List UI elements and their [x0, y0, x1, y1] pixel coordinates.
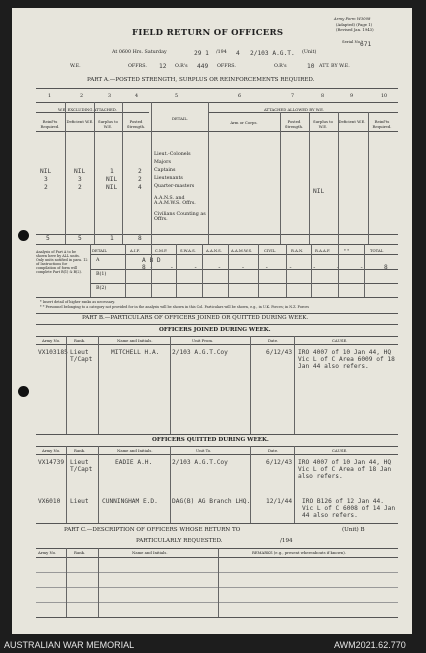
joined-title: OFFICERS JOINED DURING WEEK. — [159, 327, 271, 333]
binder-hole-top — [18, 230, 29, 241]
part-c-head-army-no: Army No. — [38, 550, 57, 555]
analysis-dashes: --------- — [170, 264, 384, 271]
total-surplus: 1 — [110, 235, 114, 242]
head-posted-strength: Posted Strength. — [126, 119, 146, 129]
year-prefix: /194 — [216, 50, 227, 55]
analysis-head-swas: S.W.A.S. — [180, 248, 196, 253]
form-reference: Army Form W3008 — [334, 16, 371, 21]
part-c-title: PART C.—DESCRIPTION OF OFFICERS WHOSE RETURN TO — [64, 527, 241, 533]
col-number-5: 5 — [175, 94, 179, 99]
col-number-1: 1 — [48, 94, 52, 99]
att-surplus-typed: NIL — [313, 188, 325, 195]
quitted-head-rank: Rank. — [74, 448, 86, 453]
analysis-head-total: TOTAL — [370, 248, 384, 253]
joined-head-date: Date. — [268, 338, 279, 343]
year-typed: 4 — [236, 50, 240, 57]
head-att-reinf: Reinf'ts Required. — [372, 119, 392, 129]
col-number-9: 9 — [350, 94, 354, 99]
row-lieuts-surplus: NIL — [106, 176, 118, 183]
joined-unit: 2/103 A.G.T.Coy — [172, 349, 228, 356]
quitted-head-date: Date. — [268, 448, 279, 453]
col-number-4: 4 — [135, 94, 139, 99]
row-captains-posted: 2 — [138, 168, 142, 175]
group-attached: ATTACHED ALLOWED BY W.E. — [264, 107, 325, 112]
joined-head-army-no: Army No. — [42, 338, 61, 343]
footnote-2: * * Personnel belonging to a category not provided for in the analysis will be shown in this Col. Particulars will be shown, e.g., in U.K. Forces; in N.Z. Forces — [40, 305, 310, 309]
row-captains-surplus: 1 — [110, 168, 114, 175]
analysis-head-ran: R.A.N. — [291, 248, 304, 253]
ors-typed: 449 — [197, 63, 209, 70]
part-c-head-remarks: REMARKS (e.g., present whereabouts if known). — [252, 550, 346, 555]
offrs-label: OFFRS. — [128, 64, 147, 69]
group-we-excluding: W.E. EXCLUDING ATTACHED. — [58, 107, 117, 112]
analysis-head-raaf: R.A.A.F. — [315, 248, 331, 253]
detail-lt-colonels: Lieut.-Colonels — [154, 152, 191, 157]
row-qm-posted: 4 — [138, 184, 142, 191]
row-captains-reinf: NIL — [40, 168, 52, 175]
col-number-10: 10 — [381, 94, 388, 99]
col-number-3: 3 — [108, 94, 112, 99]
row-qm-surplus: NIL — [106, 184, 118, 191]
footer-institution: AUSTRALIAN WAR MEMORIAL — [4, 640, 135, 650]
we-label: W.E. — [70, 64, 81, 69]
quitted-1-army-no: VX14739 — [38, 459, 65, 466]
joined-rank: Lieut T/Capt — [70, 349, 93, 363]
col-number-8: 8 — [321, 94, 325, 99]
detail-captains: Captains — [154, 168, 176, 173]
head-att-posted: Posted Strength. — [284, 119, 304, 129]
row-lieuts-posted: 2 — [138, 176, 142, 183]
quitted-head-unit: Unit To. — [196, 448, 212, 453]
quitted-1-unit: 2/103 A.G.T.Coy — [172, 459, 228, 466]
analysis-note: Analysis of Part A to be shown here by ALL units. Only units notified in para. 12 of Instructions for compilation of form will complete Part B(1) & B(2). — [36, 250, 88, 274]
quitted-2-army-no: VX6010 — [38, 498, 61, 505]
head-detail: DETAIL. — [171, 116, 189, 121]
part-c-particulars: PARTICULARLY REQUESTED. — [136, 538, 223, 544]
footer-accession: AWM2021.62.770 — [334, 640, 406, 650]
total-reinf: 5 — [46, 235, 50, 242]
analysis-head-aif: A.I.F. — [130, 248, 140, 253]
ors-label-2: O.R's — [274, 64, 287, 69]
quitted-head-army-no: Army No. — [42, 448, 61, 453]
analysis-total-value: 8 — [384, 264, 388, 271]
analysis-typed-values: 8 - — [142, 264, 154, 271]
head-att-deficient: Deficient W.E. — [338, 119, 366, 124]
row-qm-deficient: 2 — [78, 184, 82, 191]
row-qm-reinf: 2 — [44, 184, 48, 191]
head-deficient: Deficient W.E. — [66, 119, 94, 124]
joined-name: MITCHELL H.A. — [111, 349, 160, 356]
quitted-1-date: 6/12/43 — [266, 459, 293, 466]
joined-army-no: VX103185 — [38, 349, 68, 356]
detail-lieutenants: Lieutenants — [154, 176, 183, 181]
col-number-2: 2 — [80, 94, 84, 99]
form-subtitle-1: (Adapted) (Page 1) — [336, 22, 373, 27]
unit-label: (Unit) — [302, 50, 317, 55]
analysis-head-detail: DETAIL — [92, 248, 107, 253]
analysis-head-aans: A.A.N.S. — [206, 248, 222, 253]
analysis-row-b1: B(1) — [96, 272, 107, 277]
analysis-typed-codes: A B D — [142, 257, 161, 264]
att-typed: 10 — [307, 63, 315, 70]
footnote-1: * Insert detail of higher ranks as necessary. — [40, 300, 115, 304]
col-number-6: 6 — [238, 94, 242, 99]
head-arm-corps: Arm or Corps. — [230, 120, 258, 125]
offrs-typed: 12 — [159, 63, 167, 70]
serial-value: 671 — [360, 41, 372, 48]
quitted-1-name: EADIE A.H. — [115, 459, 153, 466]
head-reinf-required: Reinf'ts Required. — [40, 119, 60, 129]
joined-head-name: Name and Initials. — [117, 338, 153, 343]
detail-civilians: Civilians Counting as Offrs. — [154, 212, 206, 222]
binder-hole-bottom — [18, 386, 29, 397]
joined-head-cause: CAUSE. — [332, 338, 348, 343]
head-att-surplus: Surplus to W.E. — [313, 119, 333, 129]
analysis-head-aamws: A.A.M.W.S. — [231, 248, 253, 253]
part-c-unit: (Unit) B — [342, 527, 365, 533]
at-line-prefix: At 0600 Hrs. Saturday — [112, 50, 167, 55]
part-c-date: /194 — [280, 538, 293, 544]
joined-cause: IRO 4007 of 10 Jan 44, HQ Vic L of C Area 6009 of 18 Jan 44 also refers. — [298, 349, 395, 370]
joined-head-unit: Unit From. — [192, 338, 214, 343]
head-surplus: Surplus to W.E. — [98, 119, 118, 129]
joined-head-rank: Rank. — [74, 338, 86, 343]
quitted-title: OFFICERS QUITTED DURING WEEK. — [152, 437, 269, 443]
quitted-1-rank: Lieut T/Capt — [70, 459, 93, 473]
quitted-head-name: Name and Initials. — [117, 448, 153, 453]
total-posted: 8 — [138, 235, 142, 242]
quitted-2-rank: Lieut — [70, 498, 89, 505]
detail-majors: Majors — [154, 160, 171, 165]
quitted-2-name: CUNNINGHAM E.D. — [102, 498, 158, 505]
part-c-head-rank: Rank. — [74, 550, 86, 555]
detail-quartermasters: Quarter-masters — [154, 184, 195, 189]
detail-aans: A.A.N.S. and A.A.M.W.S. Offrs. — [154, 196, 196, 206]
ors-label: O.R's — [175, 64, 188, 69]
row-lieuts-deficient: 3 — [78, 176, 82, 183]
form-subtitle-2: (Revised Jan. 1943) — [336, 27, 374, 32]
quitted-2-unit: DAG(B) AG Branch LHQ. — [172, 498, 251, 505]
row-lieuts-reinf: 3 — [44, 176, 48, 183]
quitted-2-date: 12/1/44 — [266, 498, 293, 505]
att-label: ATT. BY W.E. — [319, 64, 350, 69]
part-c-head-name: Name and Initials. — [132, 550, 168, 555]
total-deficient: 5 — [78, 235, 82, 242]
analysis-row-a: A — [96, 258, 100, 263]
analysis-head-civil: CIVIL. — [264, 248, 277, 253]
analysis-head-cmf: C.M.F. — [155, 248, 168, 253]
row-captains-deficient: NIL — [74, 168, 86, 175]
quitted-head-cause: CAUSE. — [332, 448, 348, 453]
unit-typed: 2/103 A.G.T. — [250, 50, 295, 57]
form-sheet — [12, 8, 412, 634]
quitted-1-cause: IRO 4007 of 10 Jan 44, HQ Vic L of C Area of 18 Jan also refers. — [298, 459, 392, 480]
part-a-title: PART A.—POSTED STRENGTH, SURPLUS OR REINFORCEMENTS REQUIRED. — [87, 77, 315, 83]
analysis-row-b2: B(2) — [96, 286, 107, 291]
analysis-head-other: * * — [344, 248, 350, 253]
quitted-2-cause: IRO B126 of 12 Jan 44. Vic L of C 6008 of 14 Jan 44 also refers. — [302, 498, 396, 519]
serial-label: Serial No.) — [342, 39, 363, 44]
col-number-7: 7 — [291, 94, 295, 99]
date-typed: 29 1 — [194, 50, 209, 57]
joined-date: 6/12/43 — [266, 349, 293, 356]
offrs-label-2: OFFRS. — [217, 64, 236, 69]
page-title: FIELD RETURN OF OFFICERS — [132, 28, 284, 38]
part-b-title: PART B.—PARTICULARS OF OFFICERS JOINED OR QUITTED DURING WEEK. — [82, 315, 309, 321]
